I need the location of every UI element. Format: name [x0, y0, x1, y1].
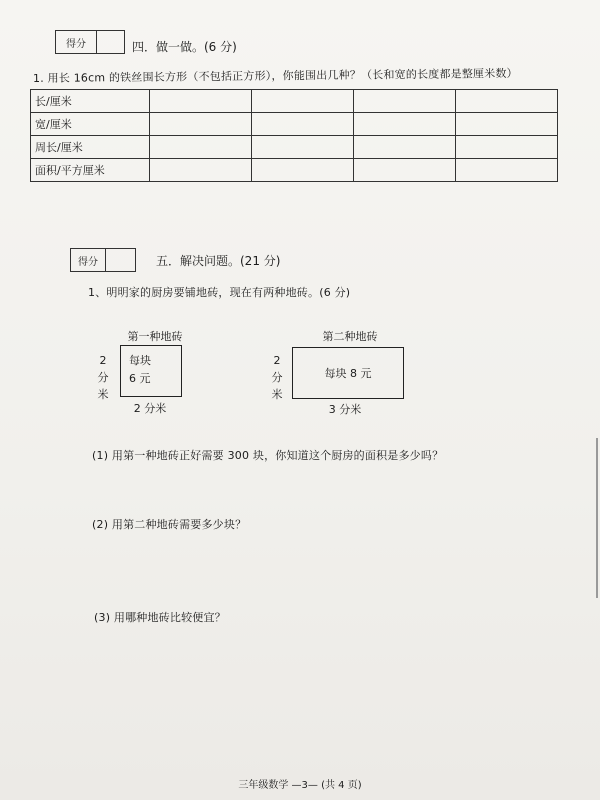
answer-cell[interactable] [354, 159, 456, 182]
answer-cell[interactable] [456, 136, 558, 159]
score-blank[interactable] [97, 31, 124, 53]
subquestion-3: (3) 用哪种地砖比较便宜？ [94, 611, 226, 624]
table-row [31, 159, 558, 182]
subquestion-2: (2) 用第二种地砖需要多少块？ [92, 518, 247, 531]
tile2-height-label [270, 352, 284, 403]
table-row [31, 136, 558, 159]
answer-cell[interactable] [252, 159, 354, 182]
answer-cell[interactable] [456, 113, 558, 136]
row-label: 长/厘米 [31, 90, 150, 113]
dim-char: 2 [99, 354, 107, 367]
answer-cell[interactable] [150, 136, 252, 159]
score-box [70, 248, 136, 272]
section-heading: 五．解决问题。(21 分) [156, 254, 281, 268]
answer-cell[interactable] [150, 113, 252, 136]
section-heading: 四．做一做。(6 分) [132, 40, 237, 54]
dim-char: 2 [273, 354, 281, 367]
answer-cell[interactable] [150, 90, 252, 113]
answer-cell[interactable] [456, 90, 558, 113]
tile2-price: 每块 8 元 [324, 367, 372, 380]
table-row [31, 90, 558, 113]
score-blank[interactable] [106, 249, 135, 271]
score-label: 得分 [56, 31, 97, 53]
tile1-square [120, 345, 182, 397]
answer-cell[interactable] [354, 113, 456, 136]
answer-cell[interactable] [456, 159, 558, 182]
dim-char: 米 [97, 388, 109, 401]
dim-char: 分 [271, 371, 283, 384]
dim-char: 米 [271, 388, 283, 401]
tile2-rectangle [292, 347, 404, 399]
row-label: 面积/平方厘米 [31, 159, 150, 182]
tile2-width-label: 3 分米 [328, 403, 362, 416]
tile1-price-line1: 每块 [129, 354, 151, 367]
answer-cell[interactable] [252, 136, 354, 159]
tile2-title: 第二种地砖 [322, 330, 378, 343]
tile1-title: 第一种地砖 [127, 330, 183, 343]
score-box [55, 30, 125, 54]
answer-cell[interactable] [252, 90, 354, 113]
tile1-height-label [96, 352, 110, 403]
answer-cell[interactable] [354, 136, 456, 159]
answer-table [30, 89, 558, 182]
subquestion-1: (1) 用第一种地砖正好需要 300 块，你知道这个厨房的面积是多少吗？ [92, 449, 444, 462]
answer-cell[interactable] [354, 90, 456, 113]
answer-cell[interactable] [252, 113, 354, 136]
question-text: 1、明明家的厨房要铺地砖，现在有两种地砖。(6 分) [88, 286, 351, 299]
dim-char: 分 [97, 371, 109, 384]
table-row [31, 113, 558, 136]
row-label: 宽/厘米 [31, 113, 150, 136]
tile1-price-line2: 6 元 [129, 372, 151, 385]
question-text: 1. 用长 16cm 的铁丝围长方形（不包括正方形），你能围出几种？（长和宽的长度都是整厘米数） [32, 66, 518, 85]
row-label: 周长/厘米 [31, 136, 150, 159]
page-footer: 三年级数学 —3— (共 4 页) [238, 780, 362, 791]
page-edge-mark [596, 438, 598, 598]
tile1-width-label: 2 分米 [133, 402, 167, 415]
answer-cell[interactable] [150, 159, 252, 182]
score-label: 得分 [71, 249, 106, 271]
